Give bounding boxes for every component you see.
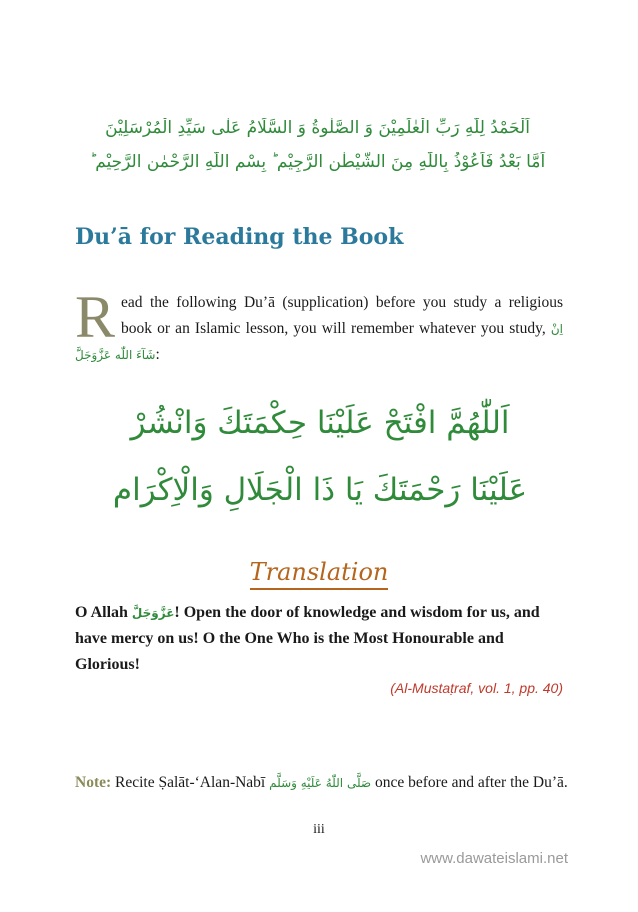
intro-text: ead the following Du’ā (supplication) before you study a religious book or an Islamic lesson, you will remember whatever you study, — [121, 294, 563, 337]
dropcap-letter: R — [75, 284, 116, 350]
translation-heading-wrap — [0, 558, 638, 586]
salat-arabic: صَلَّى اللّٰهُ عَلَيْهِ وَسَلَّم — [269, 776, 372, 790]
bismillah-line-1: اَلْحَمْدُ لِلّٰهِ رَبِّ الْعٰلَمِيْنَ وَ الصَّلٰوةُ وَ السَّلَامُ عَلٰى سَيِّدِ الْمُرْسَلِيْنَ — [105, 118, 530, 138]
website-url[interactable]: www.dawateislami.net — [420, 850, 568, 867]
inline-arabic-inshallah: اِنْ شَآءَ اللّٰه عَزَّوَجَلَّ — [75, 322, 563, 362]
intro-end: : — [155, 346, 160, 363]
reference-citation: (Al-Mustaṭraf, vol. 1, pp. 40) — [390, 680, 563, 696]
note-prefix: Recite Ṣalāt-‘Alan-Nabī — [111, 774, 270, 791]
translation-suffix: ! Open the door of knowledge and wisdom for us, and have mercy on us! O the One Who is the Most Honourable and Glorious! — [75, 604, 540, 673]
bismillah-line-2: اَمَّا بَعْدُ فَاَعُوْذُ بِاللّٰهِ مِنَ الشَّيْطٰنِ الرَّجِيْمِ ؕ بِسْمِ اللّٰهِ الرَّحْمٰنِ الرَّحِيْمِ ؕ — [89, 152, 546, 172]
note-label: Note: — [75, 774, 112, 791]
translation-prefix: O Allah — [75, 604, 132, 621]
translation-inline-arabic: عَزَّوَجَلَّ — [131, 606, 175, 620]
dua-arabic-line-2: عَلَيْنَا رَحْمَتَكَ يَا ذَا الْجَلَالِ وَالْاِكْرَام — [112, 472, 528, 508]
intro-paragraph — [75, 284, 563, 368]
note-line — [75, 774, 568, 792]
dua-arabic-line-1: اَللّٰهُمَّ افْتَحْ عَلَيْنَا حِكْمَتَكَ وَانْشُرْ — [130, 405, 510, 441]
note-suffix: once before and after the Du’ā. — [371, 774, 568, 791]
section-title: Du’ā for Reading the Book — [75, 224, 404, 250]
translation-heading: Translation — [250, 558, 389, 590]
page-number: iii — [313, 822, 325, 837]
translation-text — [75, 600, 563, 678]
